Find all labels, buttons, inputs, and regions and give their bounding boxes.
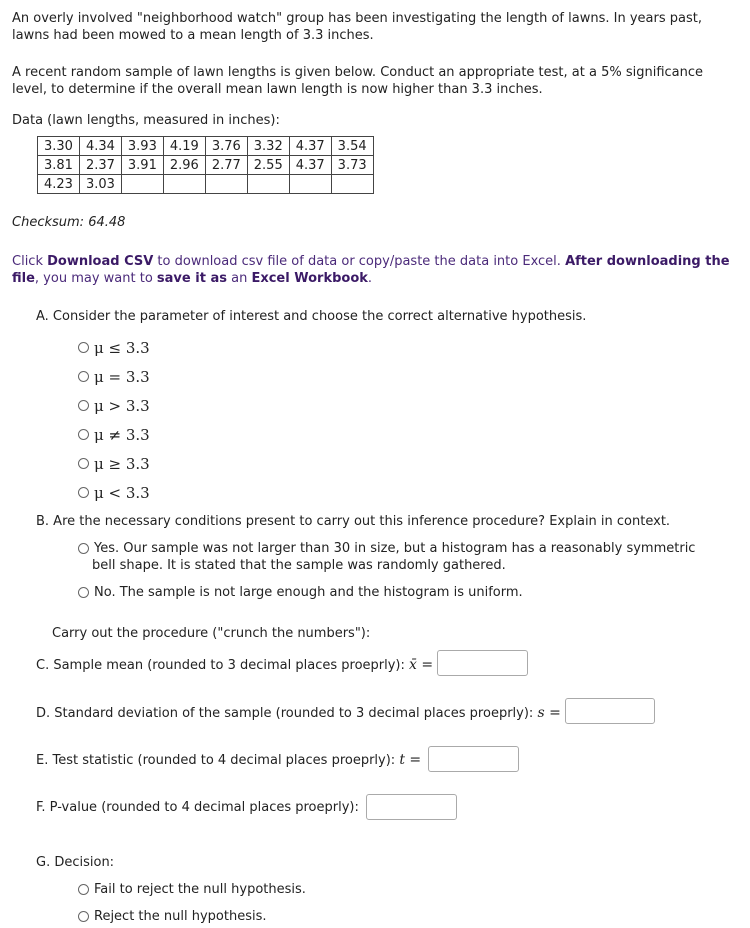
table-row [38, 156, 374, 175]
question-a-prompt: A. Consider the parameter of interest and choose the correct alternative hypothesis. [36, 309, 587, 324]
table-cell: 2.55 [247, 156, 289, 175]
radio-button[interactable] [78, 884, 89, 895]
decision-option-fail-to-reject[interactable]: Fail to reject the null hypothesis. [78, 881, 306, 898]
hypothesis-option[interactable]: μ > 3.3 [78, 391, 150, 420]
xbar-symbol: x̄ = [409, 657, 434, 673]
data-table [37, 136, 374, 194]
radio-button[interactable] [78, 587, 89, 598]
table-cell: 4.37 [289, 156, 331, 175]
sample-mean-input[interactable] [437, 650, 528, 676]
table-cell [205, 175, 247, 194]
hypothesis-option[interactable]: μ = 3.3 [78, 362, 150, 391]
table-row [38, 137, 374, 156]
radio-button[interactable] [78, 911, 89, 922]
question-b-prompt: B. Are the necessary conditions present to carry out this inference procedure? Explain in context. [36, 514, 671, 529]
question-e-label: E. Test statistic (rounded to 4 decimal places proeprly): t = [36, 752, 422, 768]
table-cell: 2.96 [163, 156, 205, 175]
question-c-label: C. Sample mean (rounded to 3 decimal places proeprly): x̄ = [36, 657, 434, 673]
std-dev-input[interactable] [565, 698, 655, 724]
table-cell: 3.03 [79, 175, 121, 194]
radio-button[interactable] [78, 487, 89, 498]
table-cell: 4.19 [163, 137, 205, 156]
question-g-label: G. Decision: [36, 855, 115, 870]
table-cell: 2.37 [79, 156, 121, 175]
data-label: Data (lawn lengths, measured in inches): [12, 113, 280, 128]
checksum-value: 64.48 [88, 215, 126, 230]
problem-task: A recent random sample of lawn lengths is given below. Conduct an appropriate test, at a 5% significance level, to determine if the overall mean lawn length is now higher than 3.3 inches. [12, 65, 704, 97]
radio-button[interactable] [78, 429, 89, 440]
table-cell [163, 175, 205, 194]
table-cell: 3.73 [331, 156, 373, 175]
crunch-heading: Carry out the procedure ("crunch the numbers"): [52, 626, 371, 641]
table-cell: 2.77 [205, 156, 247, 175]
checksum [12, 215, 125, 230]
table-cell: 4.34 [79, 137, 121, 156]
table-cell: 4.37 [289, 137, 331, 156]
table-cell: 3.81 [38, 156, 80, 175]
table-cell: 3.76 [205, 137, 247, 156]
download-instructions: Click Download CSV to download csv file of data or copy/paste the data into Excel. After downloading the file, you may want to save it as an Excel Workbook. [12, 254, 730, 286]
question-f-label: F. P-value (rounded to 4 decimal places proeprly): [36, 800, 359, 815]
hypothesis-option[interactable]: μ ≥ 3.3 [78, 449, 150, 478]
hypothesis-option[interactable]: μ < 3.3 [78, 478, 150, 507]
table-cell: 4.23 [38, 175, 80, 194]
download-csv-link[interactable]: Download CSV [47, 254, 154, 269]
s-symbol: s = [537, 705, 561, 721]
question-d-label: D. Standard deviation of the sample (rounded to 3 decimal places proeprly): s = [36, 705, 561, 721]
table-cell: 3.91 [121, 156, 163, 175]
radio-button[interactable] [78, 342, 89, 353]
hypothesis-option[interactable]: μ ≤ 3.3 [78, 333, 150, 362]
radio-button[interactable] [78, 543, 89, 554]
table-row [38, 175, 374, 194]
conditions-option-no[interactable]: No. The sample is not large enough and the histogram is uniform. [78, 584, 523, 601]
radio-button[interactable] [78, 400, 89, 411]
hypothesis-option[interactable]: μ ≠ 3.3 [78, 420, 150, 449]
radio-button[interactable] [78, 371, 89, 382]
problem-intro: An overly involved "neighborhood watch" group has been investigating the length of lawns. In years past, lawns had been mowed to a mean length of 3.3 inches. [12, 11, 702, 43]
t-symbol: t = [399, 752, 422, 768]
table-cell: 3.54 [331, 137, 373, 156]
table-cell [121, 175, 163, 194]
p-value-input[interactable] [366, 794, 457, 820]
table-cell: 3.93 [121, 137, 163, 156]
question-a-options [78, 333, 150, 507]
test-statistic-input[interactable] [428, 746, 519, 772]
table-cell: 3.32 [247, 137, 289, 156]
table-cell: 3.30 [38, 137, 80, 156]
decision-option-reject[interactable]: Reject the null hypothesis. [78, 908, 267, 925]
table-cell [247, 175, 289, 194]
radio-button[interactable] [78, 458, 89, 469]
checksum-label: Checksum: [12, 215, 85, 230]
conditions-option-yes[interactable]: Yes. Our sample was not larger than 30 in size, but a histogram has a reasonably symmetric bell shape. It is stated that the sample was randomly gathered. [78, 540, 728, 574]
table-cell [331, 175, 373, 194]
table-cell [289, 175, 331, 194]
